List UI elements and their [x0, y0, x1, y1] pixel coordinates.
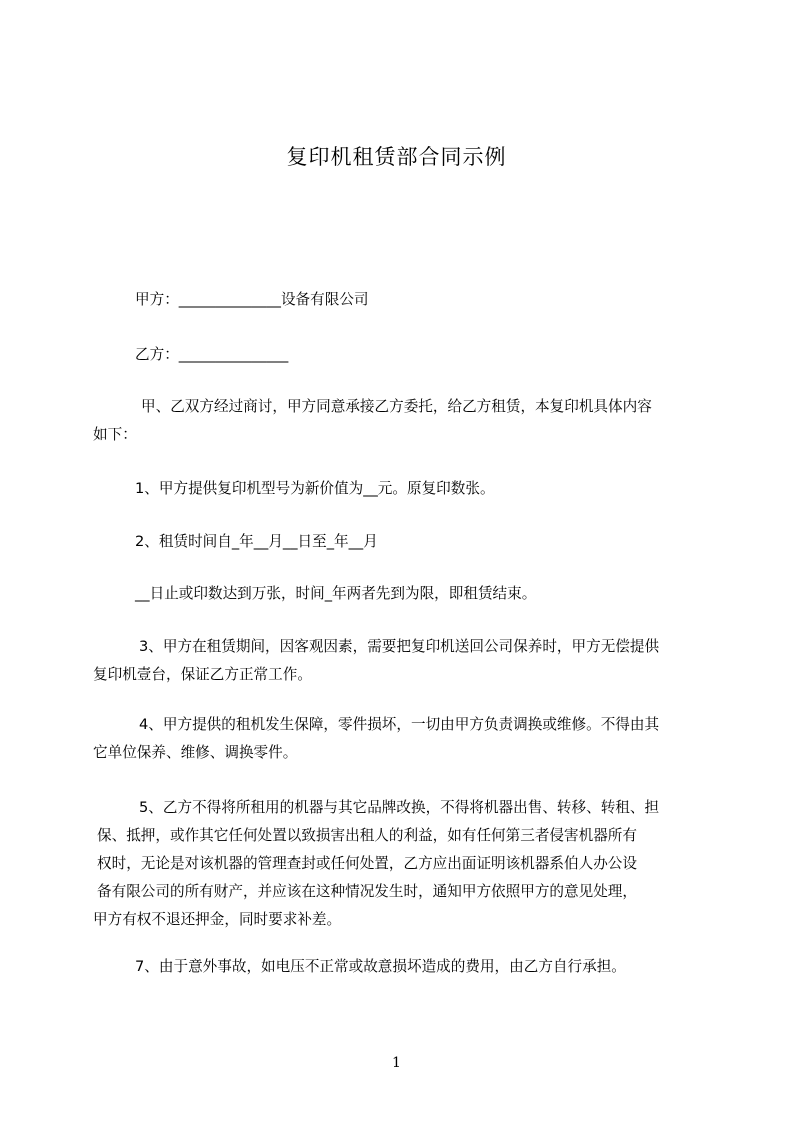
clause-1: 1、甲方提供复印机型号为新价值为__元。原复印数张。: [135, 480, 495, 497]
clause-5-line-3: 权时，无论是对该机器的管理查封或任何处置，乙方应出面证明该机器系伯人办公设: [97, 855, 637, 872]
intro-paragraph: [93, 393, 713, 449]
clause-4-line-2: 它单位保养、维修、调换零件。: [93, 744, 298, 761]
clause-3-line-2: 复印机壹台，保证乙方正常工作。: [93, 666, 312, 683]
document-title: 复印机租赁部合同示例: [286, 145, 507, 169]
clause-2-line-2: __日止或印数达到万张，时间_年两者先到为限，即租赁结束。: [135, 585, 537, 602]
party-b-line: 乙方：_______________: [135, 346, 289, 363]
intro-line-2: 如下：: [93, 426, 137, 443]
party-a-line: 甲方：______________设备有限公司: [135, 291, 369, 308]
clause-7: 7、由于意外事故，如电压不正常或故意损坏造成的费用，由乙方自行承担。: [135, 958, 626, 975]
clause-2-line-1: 2、租赁时间自_年__月__日至_年__月: [135, 533, 378, 550]
clause-4-line-1: 4、甲方提供的租机发生保障，零件损坏，一切由甲方负责调换或维修。不得由其: [139, 716, 660, 733]
clause-5-line-1: 5、乙方不得将所租用的机器与其它品牌改换，不得将机器出售、转移、转租、担: [139, 799, 660, 816]
clause-3-paragraph: [93, 633, 713, 689]
clause-5-line-4: 备有限公司的所有财产，并应该在这种情况发生时，通知甲方依照甲方的意见处理，: [97, 883, 637, 900]
page-number: 1: [392, 1055, 401, 1071]
clause-3-line-1: 3、甲方在租赁期间，因客观因素，需要把复印机送回公司保养时，甲方无偿提供: [139, 638, 660, 655]
intro-line-1: 甲、乙双方经过商讨，甲方同意承接乙方委托，给乙方租赁，本复印机具体内容: [141, 398, 652, 415]
clause-5-line-2: 保、抵押，或作其它任何处置以致损害出租人的利益，如有任何第三者侵害机器所有: [97, 827, 637, 844]
clause-5-line-5: 甲方有权不退还押金，同时要求补差。: [93, 911, 342, 928]
clause-5-paragraph: [93, 794, 713, 934]
clause-4-paragraph: [93, 711, 713, 767]
